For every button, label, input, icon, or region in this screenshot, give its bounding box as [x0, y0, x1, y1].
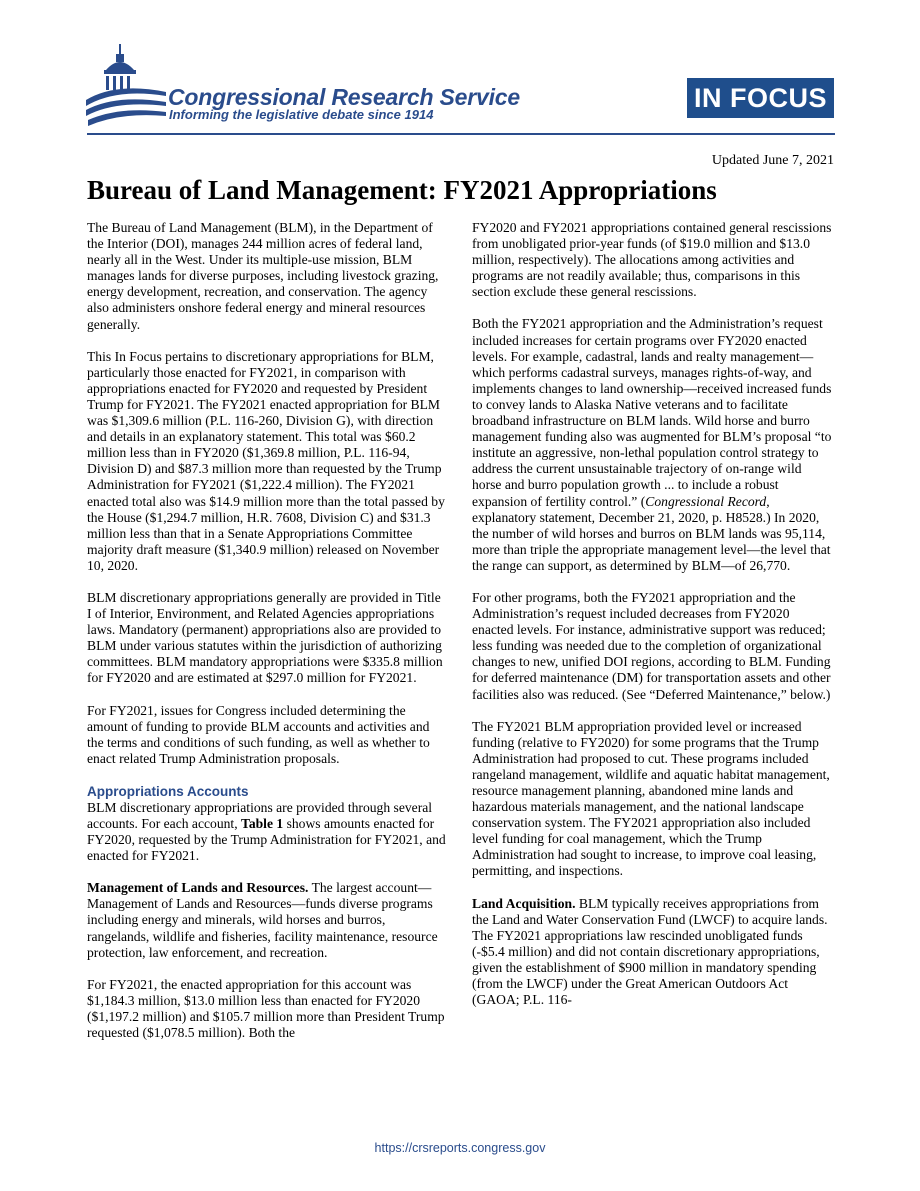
org-name: Congressional Research Service: [168, 84, 520, 110]
paragraph: [87, 880, 447, 960]
paragraph: FY2020 and FY2021 appropriations contained general rescissions from unobligated prior-year funds (of $19.0 million and $13.0 million, respectively). The allocations among activities and programs are not readily available; thus, comparisons in this section exclude these general rescissions.: [472, 220, 832, 300]
text-run: BLM discretionary appropriations are provided through several accounts. For each account,: [87, 799, 433, 831]
in-focus-badge: IN FOCUS: [687, 78, 834, 118]
paragraph: For other programs, both the FY2021 appropriation and the Administration’s request included decreases from FY2020 enacted levels. For instance, administrative support was reduced; less funding was needed due to the completion of organizational changes to new, unified DOI regions, according to BLM. Funding for deferred maintenance (DM) for transportation assets and other facilities also was reduced. (See “Deferred Maintenance,” below.): [472, 589, 831, 702]
paragraph: This In Focus pertains to discretionary appropriations for BLM, particularly those enacted for FY2021, in comparison with appropriations enacted for FY2020 and requested by President Trump for FY2021. The FY2021 enacted appropriation for BLM was $1,309.6 million (P.L. 116-260, Division G), with direction and details in an explanatory statement. This total was $60.2 million less than in FY2020 ($1,369.8 million, P.L. 116-94, Division D) and $87.3 million more than requested by the Trump Administration for FY2021 ($1,222.4 million). The FY2021 enacted total also was $14.9 million more than the total passed by the House ($1,294.7 million, H.R. 7608, Division C) and $31.3 million less than that in a Senate Appropriations Committee majority draft measure ($1,340.9 million) released on November 10, 2020.: [87, 348, 445, 573]
paragraph: For FY2021, issues for Congress included determining the amount of funding to provide BLM accounts and activities and the terms and conditions of such funding, as well as whether to enact related Trump Administration proposals.: [87, 702, 430, 766]
paragraph: For FY2021, the enacted appropriation for this account was $1,184.3 million, $13.0 million less than enacted for FY2020 ($1,197.2 million) and $105.7 million more than President Trump requested ($1,078.5 million). Both the: [87, 976, 445, 1041]
text-run: Both the FY2021 appropriation and the Administration’s request included increases for certain programs over FY2020 enacted levels. For example, cadastral, lands and realty management—which performs cadastral surveys, manages rights-of-way, and implements changes to land ownership—received increased funds to convey lands to Alaska Native veterans and to facilitate broadband infrastructure on BLM lands. Wild horse and burro management funding also was augmented for BLM’s proposal “to institute an aggressive, non-lethal population control strategy to address the current unsustainable trajectory of on-range wild horse and burro population growth ... to include a robust expansion of fertility control.” (: [472, 316, 832, 509]
paragraph: The Bureau of Land Management (BLM), in the Department of the Interior (DOI), manages 244 million acres of federal land, nearly all in the West. Under its multiple-use mission, BLM manages lands for diverse purposes, including livestock grazing, energy development, recreation, and conservation. The agency also administers onshore federal energy and mineral resources generally.: [87, 220, 439, 332]
footer-url-link[interactable]: https://crsreports.congress.gov: [374, 1141, 546, 1155]
citation-title: Congressional Record: [645, 493, 767, 509]
page-title: Bureau of Land Management: FY2021 Appropriations: [87, 175, 717, 205]
crs-capitol-dome-logo: [86, 40, 166, 130]
subsection-heading: Management of Lands and Resources.: [87, 880, 309, 896]
text-run: , explanatory statement, December 21, 2020, p. H8528.) In 2020, the number of wild horses and burros on BLM lands was 95,114, more than triple the appropriate management level—the level that the range can support, as determined by BLM—of 26,770.: [472, 493, 831, 573]
left-column: [87, 220, 447, 1057]
paragraph: [87, 800, 447, 864]
text-run: BLM typically receives appropriations from the Land and Water Conservation Fund (LWCF) to acquire lands. The FY2021 appropriations law rescinded unobligated funds (-$5.4 million) and did not contain discretionary appropriations, given the establishment of $900 million in mandatory spending (from the LWCF) under the Great American Outdoors Act (GAOA; P.L. 116-: [472, 895, 828, 1008]
table-reference: Table 1: [241, 816, 284, 831]
paragraph: [472, 316, 832, 574]
org-tagline: Informing the legislative debate since 1914: [169, 107, 434, 122]
text-run: The largest account—Management of Lands and Resources—funds diverse programs including energy and minerals, wild horses and burros, rangelands, wildlife and fisheries, facility maintenance, resource protection, law enforcement, and recreation.: [87, 880, 438, 960]
paragraph: BLM discretionary appropriations generally are provided in Title I of Interior, Environment, and Related Agencies appropriations laws. Mandatory (permanent) appropriations also are provided to BLM under various statutes within the jurisdiction of authorizing committees. BLM mandatory appropriations were $335.8 million for FY2020 and are estimated at $297.0 million for FY2021.: [87, 589, 443, 686]
text-run: shows amounts enacted for FY2020, requested by the Trump Administration for FY2021, and enacted for FY2021.: [87, 816, 446, 864]
paragraph: The FY2021 BLM appropriation provided level or increased funding (relative to FY2020) for some programs that the Trump Administration had proposed to cut. These programs included rangeland management, wildlife and aquatic habitat management, resource management planning, abandoned mine lands and hazardous materials management, and the national landscape conservation system. The FY2021 appropriation also included level funding for coal management, which the Trump Administration had sought to increase, to improve coal leasing, permitting, and inspections.: [472, 718, 830, 879]
right-column: [472, 220, 832, 1024]
subsection-heading: Land Acquisition.: [472, 895, 576, 911]
updated-date: Updated June 7, 2021: [711, 153, 834, 168]
header-divider: [87, 133, 835, 135]
paragraph: [472, 896, 832, 1009]
section-heading: Appropriations Accounts: [87, 783, 249, 799]
